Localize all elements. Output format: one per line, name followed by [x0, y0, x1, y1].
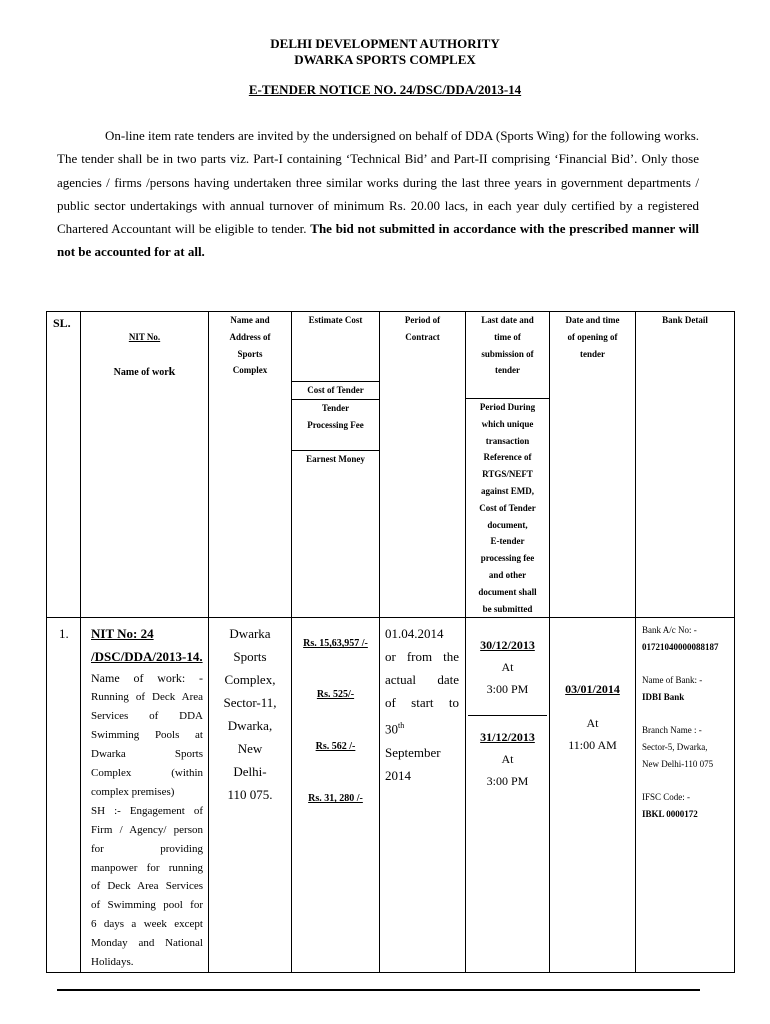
nit-header: NIT No. — [128, 332, 161, 342]
row-costs — [292, 618, 380, 973]
name-of-work-label: Name of work: - — [91, 671, 203, 686]
opening-date: 03/01/2014 — [565, 682, 620, 697]
org-title: DELHI DEVELOPMENT AUTHORITY — [270, 36, 500, 51]
opening-header: Date and time of opening of tender — [565, 315, 620, 359]
notice-number: E-TENDER NOTICE NO. 24/DSC/DDA/2013-14 — [248, 82, 522, 97]
row-sl — [47, 618, 81, 973]
complex-title: DWARKA SPORTS COMPLEX — [294, 52, 476, 67]
address-header: Name and Address of Sports Complex — [229, 315, 271, 376]
table-header-row — [47, 312, 735, 618]
name-of-work-header: Name of work — [113, 363, 176, 378]
row-sl-value: 1. — [59, 626, 69, 642]
intro-bold-text: The bid not submitted in accordance with the prescribed manner will not be accounted for at all. — [57, 221, 699, 260]
header-opening — [550, 312, 636, 618]
complex-address: Dwarka Sports Complex, Sector-11, Dwarka, New Delhi- 110 075. — [223, 626, 277, 803]
period-during-header: Period During which unique transaction Reference of RTGS/NEFT against EMD, Cost of Tender document, E-tender processing fee and other document shall be submitted — [466, 398, 549, 617]
notice-title — [0, 82, 770, 98]
row-opening — [550, 618, 636, 973]
processing-fee-header: Tender Processing Fee — [292, 399, 379, 450]
row-address — [209, 618, 292, 973]
header-estimate — [292, 312, 380, 618]
header-bank — [636, 312, 735, 618]
estimate-cost-value: Rs. 15,63,957 /- — [303, 638, 368, 650]
last-date-header: Last date and time of submission of tender — [481, 315, 534, 376]
row-bank — [636, 618, 735, 973]
header-sl — [47, 312, 81, 618]
last-date-2: 31/12/2013 — [480, 730, 535, 745]
bank-name: IDBI Bank — [642, 692, 685, 703]
period-header: Period of Contract — [404, 315, 441, 342]
tender-table — [46, 311, 735, 973]
bank-header: Bank Detail — [662, 315, 708, 325]
processing-fee-value: Rs. 562 /- — [315, 741, 356, 753]
header-nit — [81, 312, 209, 618]
table-row — [47, 618, 735, 973]
row-period — [380, 618, 466, 973]
intro-paragraph — [57, 124, 699, 264]
cost-of-tender-header: Cost of Tender — [292, 381, 379, 399]
bank-account-number: 01721040000088187 — [642, 642, 719, 653]
header-period — [380, 312, 466, 618]
earnest-money-header: Earnest Money — [292, 450, 379, 468]
nit-number-line2: /DSC/DDA/2013-14. — [91, 649, 203, 665]
date-separator-line — [468, 715, 547, 716]
last-date-1: 30/12/2013 — [480, 638, 535, 653]
intro-text: On-line item rate tenders are invited by the undersigned on behalf of DDA (Sports Wing) for the following works. The tender shall be in two parts viz. Part-I containing ‘Technical Bid’ and Part-II comprising ‘Financial Bid’. Only those agencies / firms /persons having undertaken three similar works during the last three years in government departments / public sector undertakings with annual turnover of minimum Rs. 20.00 lacs, in each year duly certified by a registered Chartered Accountant will be eligible to tender. — [57, 128, 699, 237]
work-description: Running of Deck Area Services of DDA Swimming Pools at Dwarka Sports Complex (within complex premises) SH :- Engagement of Firm / Agency/ person for providing manpower for running of Deck Area Services of Swimming pool for 6 days a week except Monday and National Holidays. — [91, 691, 203, 969]
estimate-header: Estimate Cost — [308, 315, 363, 325]
nit-number: NIT No: 24 — [91, 626, 154, 642]
earnest-money-value: Rs. 31, 280 /- — [308, 793, 363, 805]
period-of-contract: 01.04.2014 or from the actual date of start to 30th September 2014 — [385, 626, 459, 783]
header-last-date — [466, 312, 550, 618]
opening-values: 03/01/2014 At 11:00 AM — [550, 618, 635, 756]
header-address — [209, 312, 292, 618]
last-date-values: 30/12/2013 At 3:00 PM 31/12/2013 At 3:00 PM — [466, 618, 549, 792]
sl-label: SL. — [53, 316, 71, 330]
bank-details: Bank A/c No: - 01721040000088187 Name of Bank: - IDBI Bank Branch Name : - Sector-5, Dwarka, New Delhi-110 075 IFSC Code: - IBKL 0000172 — [636, 618, 734, 823]
footer-rule — [57, 989, 700, 991]
ifsc-code: IBKL 0000172 — [642, 809, 698, 820]
row-nit-work — [81, 618, 209, 973]
row-last-date — [466, 618, 550, 973]
cost-of-tender-value: Rs. 525/- — [316, 689, 355, 701]
